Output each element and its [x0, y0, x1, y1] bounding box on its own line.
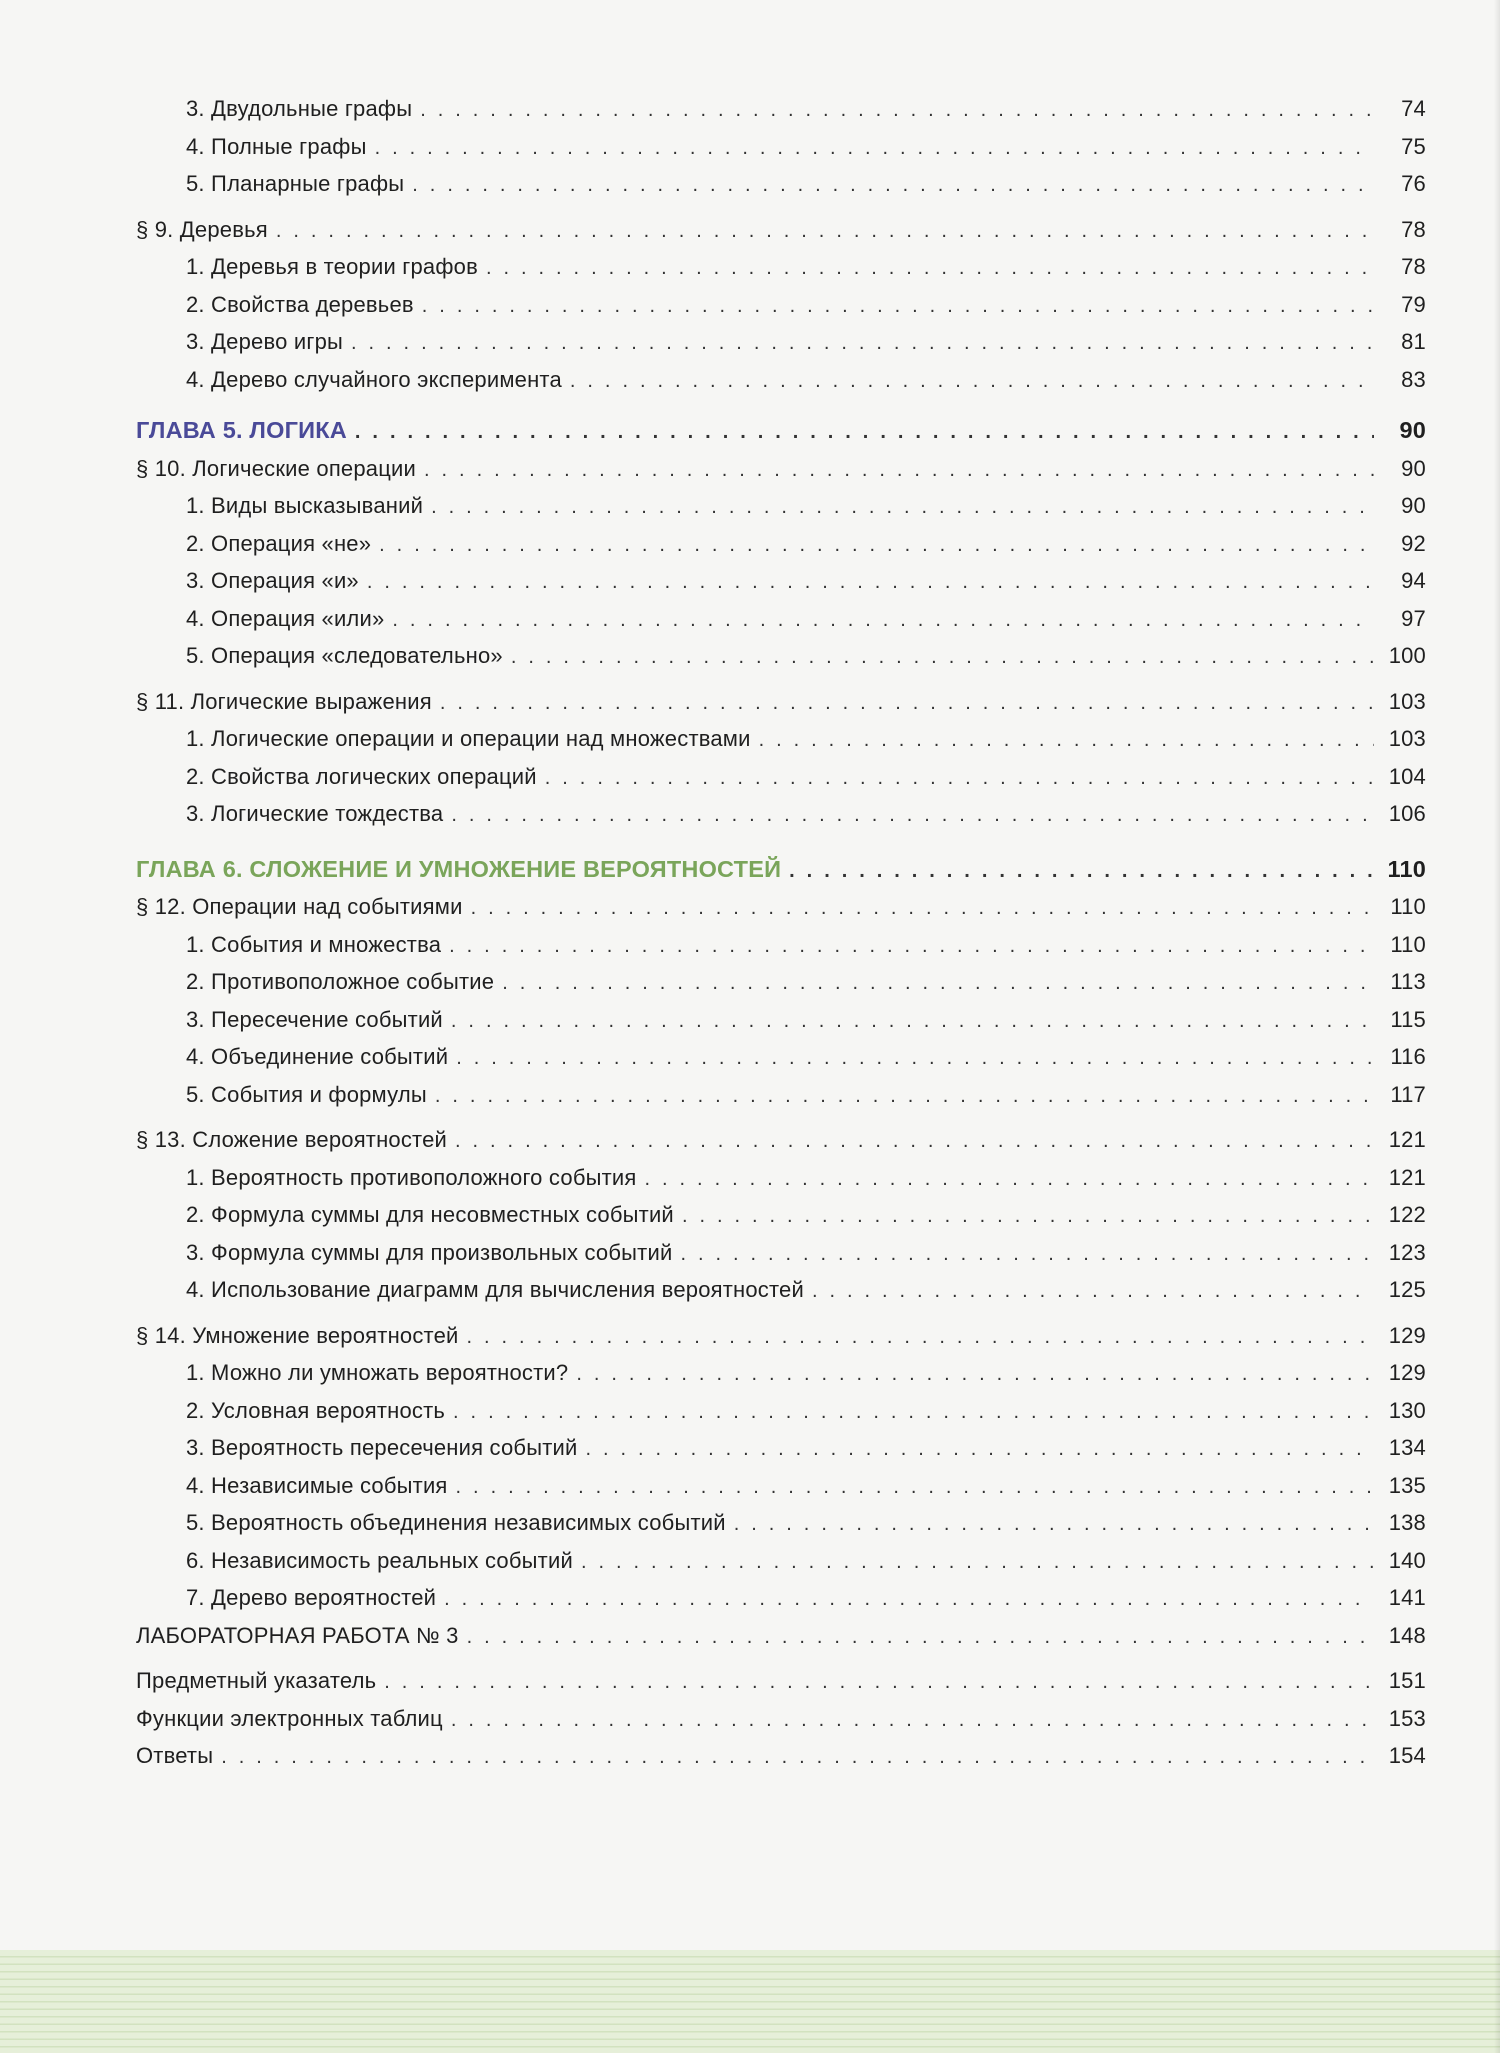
- toc-entry[interactable]: [136, 1159, 1426, 1197]
- toc-entry-title: 1. Деревья в теории графов: [186, 254, 478, 279]
- toc-entry[interactable]: [136, 562, 1426, 600]
- toc-section[interactable]: [136, 211, 1426, 249]
- toc-entry-title: 1. Логические операции и операции над множествами: [186, 726, 751, 751]
- toc-entry[interactable]: [136, 248, 1426, 286]
- toc-page-number: 116: [1390, 1044, 1426, 1069]
- toc-page-number: 115: [1390, 1006, 1426, 1032]
- toc-page-number: 76: [1401, 171, 1426, 196]
- toc-entry[interactable]: [136, 1271, 1426, 1309]
- toc-page-number: 129: [1388, 1360, 1426, 1385]
- toc-page-number: 151: [1388, 1668, 1426, 1693]
- toc-section[interactable]: [136, 1121, 1426, 1159]
- toc-entry[interactable]: [136, 361, 1426, 399]
- toc-page-number: 81: [1401, 329, 1426, 354]
- toc-entry-title: 4. Полные графы: [186, 133, 367, 159]
- toc-page-number: 117: [1390, 1081, 1426, 1107]
- toc-entry-title: § 12. Операции над событиями: [136, 894, 463, 919]
- toc-entry-title: 5. События и формулы: [186, 1081, 427, 1107]
- toc-page-number: 74: [1401, 96, 1426, 121]
- dot-leader: [682, 1198, 1374, 1236]
- toc-page-number: 138: [1388, 1510, 1426, 1535]
- toc-entry[interactable]: [136, 525, 1426, 563]
- dot-leader: [759, 722, 1374, 760]
- toc-misc-entry[interactable]: [136, 1662, 1426, 1700]
- toc-entry-title: 3. Пересечение событий: [186, 1006, 443, 1032]
- toc-entry-title: 1. Можно ли умножать вероятности?: [186, 1360, 569, 1385]
- toc-misc-entry[interactable]: [136, 1700, 1426, 1738]
- toc-misc-entry[interactable]: [136, 1617, 1426, 1655]
- dot-leader: [453, 1394, 1374, 1432]
- toc-entry-title: 4. Использование диаграмм для вычисления вероятностей: [186, 1277, 804, 1302]
- toc-entry-title: 2. Свойства логических операций: [186, 763, 537, 789]
- dot-leader: [812, 1273, 1374, 1311]
- toc-entry-title: 3. Дерево игры: [186, 329, 344, 354]
- toc-entry-title: 4. Операция «или»: [186, 605, 385, 631]
- dot-leader: [502, 965, 1374, 1003]
- toc-entry-title: 4. Дерево случайного эксперимента: [186, 366, 562, 392]
- toc-page-number: 148: [1388, 1622, 1426, 1648]
- dot-leader: [456, 1040, 1374, 1078]
- toc-entry-title: 2. Условная вероятность: [186, 1397, 446, 1423]
- dot-leader: [451, 797, 1374, 835]
- toc-entry-title: Предметный указатель: [136, 1668, 377, 1693]
- dot-leader: [451, 1702, 1374, 1740]
- dot-leader: [576, 1356, 1374, 1394]
- toc-page-number: 134: [1388, 1435, 1426, 1460]
- dot-leader: [581, 1544, 1374, 1582]
- toc-entry-title: ЛАБОРАТОРНАЯ РАБОТА № 3: [136, 1622, 459, 1648]
- toc-page-number: 100: [1388, 643, 1426, 668]
- toc-page-number: 113: [1390, 969, 1426, 994]
- dot-leader: [355, 414, 1374, 452]
- toc-entry[interactable]: [136, 1392, 1426, 1430]
- toc-entry-title: 3. Вероятность пересечения событий: [186, 1435, 578, 1460]
- toc-page-number: 94: [1401, 568, 1426, 593]
- toc-misc-entry[interactable]: [136, 1737, 1426, 1775]
- dot-leader: [449, 928, 1374, 966]
- dot-leader: [680, 1236, 1374, 1274]
- toc-page-number: 153: [1388, 1705, 1426, 1731]
- toc-page-number: 79: [1401, 291, 1426, 317]
- dot-leader: [570, 363, 1374, 401]
- toc-entry-title: 5. Операция «следовательно»: [186, 643, 503, 668]
- dot-leader: [451, 1003, 1374, 1041]
- dot-leader: [511, 639, 1374, 677]
- toc-entry-title: 3. Логические тождества: [186, 801, 444, 826]
- dot-leader: [412, 167, 1374, 205]
- toc-entry-title: § 14. Умножение вероятностей: [136, 1322, 459, 1348]
- toc-entry[interactable]: [136, 1234, 1426, 1272]
- toc-entry[interactable]: [136, 1429, 1426, 1467]
- toc-page-number: 123: [1388, 1239, 1426, 1265]
- toc-entry[interactable]: [136, 926, 1426, 964]
- decorative-footer-band: [0, 1950, 1500, 2053]
- toc-entry-title: 5. Планарные графы: [186, 171, 405, 196]
- dot-leader: [545, 760, 1374, 798]
- toc-entry[interactable]: [136, 720, 1426, 758]
- toc-entry[interactable]: [136, 90, 1426, 128]
- toc-page-number: 121: [1388, 1127, 1426, 1152]
- toc-entry[interactable]: [136, 286, 1426, 324]
- toc-entry[interactable]: [136, 637, 1426, 675]
- dot-leader: [486, 250, 1374, 288]
- dot-leader: [422, 288, 1374, 326]
- toc-entry[interactable]: [136, 1354, 1426, 1392]
- toc-page-number: 110: [1390, 894, 1426, 919]
- dot-leader: [420, 92, 1374, 130]
- toc-entry[interactable]: [136, 1542, 1426, 1580]
- dot-leader: [444, 1581, 1374, 1619]
- toc-section[interactable]: [136, 683, 1426, 721]
- toc-entry[interactable]: [136, 963, 1426, 1001]
- toc-entry-title: 7. Дерево вероятностей: [186, 1585, 437, 1610]
- toc-page-number: 140: [1388, 1547, 1426, 1573]
- toc-entry[interactable]: [136, 600, 1426, 638]
- toc-page-number: 135: [1388, 1472, 1426, 1498]
- toc-page-number: 90: [1401, 493, 1426, 518]
- toc-entry-title: 1. Виды высказываний: [186, 493, 424, 518]
- toc-page-number: 125: [1388, 1277, 1426, 1302]
- toc-entry-title: 3. Двудольные графы: [186, 96, 413, 121]
- toc-entry-title: 1. Вероятность противоположного события: [186, 1164, 637, 1190]
- dot-leader: [379, 527, 1374, 565]
- toc-entry[interactable]: [136, 487, 1426, 525]
- dot-leader: [424, 452, 1374, 490]
- dot-leader: [431, 489, 1374, 527]
- toc-chapter[interactable]: [136, 851, 1426, 889]
- toc-entry-title: § 11. Логические выражения: [136, 688, 432, 714]
- toc-entry-title: Функции электронных таблиц: [136, 1705, 443, 1731]
- toc-section[interactable]: [136, 450, 1426, 488]
- dot-leader: [734, 1506, 1374, 1544]
- toc-page-number: 110: [1387, 855, 1426, 882]
- dot-leader: [435, 1078, 1374, 1116]
- toc-page-number: 83: [1401, 366, 1426, 392]
- toc-entry-title: ГЛАВА 6. СЛОЖЕНИЕ И УМНОЖЕНИЕ ВЕРОЯТНОСТЕЙ: [136, 855, 782, 882]
- toc-entry[interactable]: [136, 165, 1426, 203]
- toc-section[interactable]: [136, 888, 1426, 926]
- dot-leader: [392, 602, 1374, 640]
- toc-page-number: 141: [1388, 1585, 1426, 1610]
- toc-entry[interactable]: [136, 1001, 1426, 1039]
- toc-page-number: 90: [1401, 455, 1426, 481]
- dot-leader: [467, 1619, 1374, 1657]
- toc-entry[interactable]: [136, 1076, 1426, 1114]
- toc-entry-title: 2. Операция «не»: [186, 530, 372, 556]
- toc-entry[interactable]: [136, 758, 1426, 796]
- toc-page-number: 78: [1401, 216, 1426, 242]
- toc-page-number: 97: [1401, 605, 1426, 631]
- dot-leader: [440, 685, 1374, 723]
- dot-leader: [351, 325, 1374, 363]
- toc-entry-title: 2. Формула суммы для несовместных событий: [186, 1202, 674, 1227]
- dot-leader: [221, 1739, 1374, 1777]
- dot-leader: [789, 853, 1374, 891]
- toc-page-number: 122: [1388, 1202, 1426, 1227]
- dot-leader: [467, 1319, 1374, 1357]
- dot-leader: [455, 1123, 1374, 1161]
- toc-entry[interactable]: [136, 1038, 1426, 1076]
- toc-entry-title: 3. Формула суммы для произвольных событий: [186, 1239, 673, 1265]
- toc-entry-title: Ответы: [136, 1743, 214, 1768]
- toc-page-number: 106: [1388, 801, 1426, 826]
- toc-entry[interactable]: [136, 795, 1426, 833]
- toc-entry-title: 2. Свойства деревьев: [186, 291, 414, 317]
- dot-leader: [471, 890, 1374, 928]
- dot-leader: [384, 1664, 1374, 1702]
- dot-leader: [367, 564, 1374, 602]
- toc-page-number: 121: [1388, 1164, 1426, 1190]
- toc-entry[interactable]: [136, 1579, 1426, 1617]
- toc-entry-title: 4. Независимые события: [186, 1472, 448, 1498]
- toc-entry-title: § 13. Сложение вероятностей: [136, 1127, 448, 1152]
- toc-page-number: 130: [1388, 1397, 1426, 1423]
- toc-page-number: 78: [1401, 254, 1426, 279]
- toc-page-number: 103: [1388, 688, 1426, 714]
- toc-page-number: 75: [1401, 133, 1426, 159]
- toc-entry-title: 1. События и множества: [186, 931, 442, 957]
- toc-entry-title: § 9. Деревья: [136, 216, 268, 242]
- dot-leader: [276, 213, 1374, 251]
- dot-leader: [586, 1431, 1375, 1469]
- toc-page-number: 104: [1388, 763, 1426, 789]
- toc-entry[interactable]: [136, 128, 1426, 166]
- toc-entry-title: 2. Противоположное событие: [186, 969, 495, 994]
- toc-page-number: 110: [1390, 931, 1426, 957]
- toc-entry-title: 3. Операция «и»: [186, 568, 359, 593]
- toc-entry-title: 4. Объединение событий: [186, 1044, 449, 1069]
- table-of-contents: [136, 90, 1426, 1775]
- toc-page-number: 90: [1399, 417, 1426, 443]
- dot-leader: [375, 130, 1374, 168]
- toc-page-number: 103: [1388, 726, 1426, 751]
- toc-entry[interactable]: [136, 1467, 1426, 1505]
- toc-page-number: 129: [1388, 1322, 1426, 1348]
- toc-page-number: 92: [1401, 530, 1426, 556]
- toc-chapter[interactable]: [136, 412, 1426, 450]
- toc-page-number: 154: [1388, 1743, 1426, 1768]
- toc-entry[interactable]: [136, 1504, 1426, 1542]
- dot-leader: [645, 1161, 1374, 1199]
- toc-entry-title: 6. Независимость реальных событий: [186, 1547, 573, 1573]
- page-edge-shadow: [1494, 0, 1500, 2053]
- toc-section[interactable]: [136, 1317, 1426, 1355]
- toc-entry-title: ГЛАВА 5. ЛОГИКА: [136, 417, 347, 443]
- toc-entry-title: § 10. Логические операции: [136, 455, 417, 481]
- toc-entry-title: 5. Вероятность объединения независимых событий: [186, 1510, 726, 1535]
- toc-entry[interactable]: [136, 1196, 1426, 1234]
- dot-leader: [456, 1469, 1374, 1507]
- toc-entry[interactable]: [136, 323, 1426, 361]
